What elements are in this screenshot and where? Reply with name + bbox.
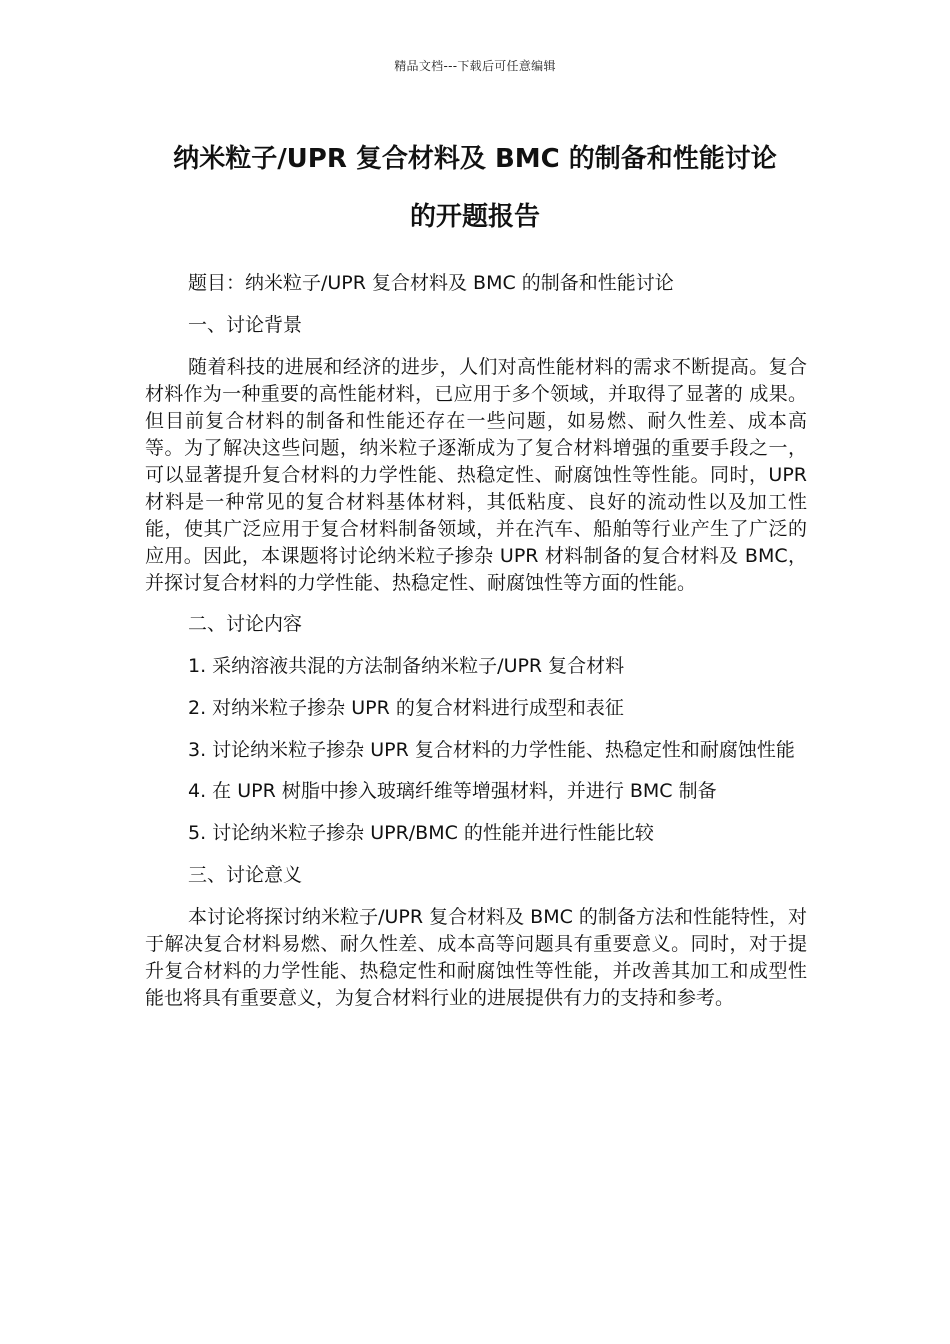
content-item-1: 1. 采纳溶液共混的方法制备纳米粒子/UPR 复合材料 xyxy=(188,655,625,677)
document-body xyxy=(145,270,807,1026)
section-2-heading: 二、讨论内容 xyxy=(188,613,303,635)
document-title-line-1: 纳米粒子/UPR 复合材料及 BMC 的制备和性能讨论 xyxy=(173,144,777,174)
content-item-2: 2. 对纳米粒子掺杂 UPR 的复合材料进行成型和表征 xyxy=(188,697,624,719)
section-1-paragraph: 随着科技的进展和经济的进步，人们对高性能材料的需求不断提高。复合材料作为一种重要的高性能材料，已应用于多个领域，并取得了显著的 成果。但目前复合材料的制备和性能还存在一些问题，如易燃、耐久性差、成本高等。为了解决这些问题，纳米粒子逐渐成为了复合材料增强的重要手段之一，可以显著提升复合材料的力学性能、热稳定性、耐腐蚀性等性能。同时，UPR 材料是一种常见的复合材料基体材料，其低粘度、良好的流动性以及加工性能，使其广泛应用于复合材料制备领域，并在汽车、船舶等行业产生了广泛的应用。因此，本课题将讨论纳米粒子掺杂 UPR 材料制备的复合材料及 BMC，并探讨复合材料的力学性能、热稳定性、耐腐蚀性等方面的性能。 xyxy=(145,356,807,594)
topic-line: 题目：纳米粒子/UPR 复合材料及 BMC 的制备和性能讨论 xyxy=(188,272,674,294)
section-1-heading: 一、讨论背景 xyxy=(188,314,303,336)
content-item-4: 4. 在 UPR 树脂中掺入玻璃纤维等增强材料，并进行 BMC 制备 xyxy=(188,780,717,802)
content-item-5: 5. 讨论纳米粒子掺杂 UPR/BMC 的性能并进行性能比较 xyxy=(188,822,654,844)
section-3-heading: 三、讨论意义 xyxy=(188,864,303,886)
content-item-3: 3. 讨论纳米粒子掺杂 UPR 复合材料的力学性能、热稳定性和耐腐蚀性能 xyxy=(188,739,795,761)
header-note: 精品文档---下载后可任意编辑 xyxy=(394,59,556,73)
section-3-paragraph: 本讨论将探讨纳米粒子/UPR 复合材料及 BMC 的制备方法和性能特性，对于解决复合材料易燃、耐久性差、成本高等问题具有重要意义。同时，对于提升复合材料的力学性能、热稳定性和耐腐蚀性等性能，并改善其加工和成型性能也将具有重要意义，为复合材料行业的进展提供有力的支持和参考。 xyxy=(145,906,807,1009)
document-title-line-2: 的开题报告 xyxy=(409,202,540,232)
